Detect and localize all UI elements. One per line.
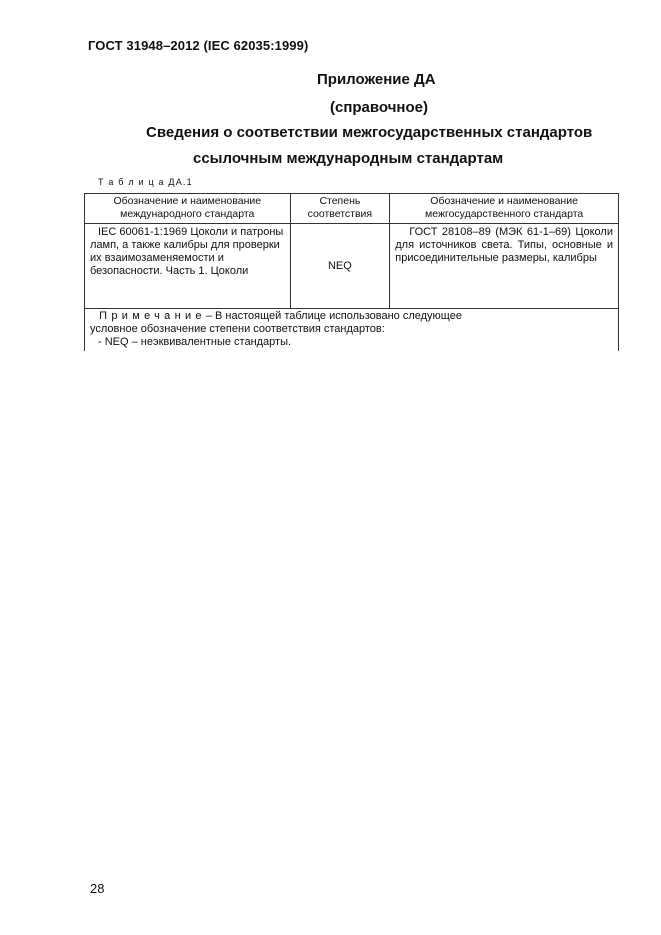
header-degree: Степень соответствия xyxy=(290,194,390,224)
cell-interstate-standard: ГОСТ 28108–89 (МЭК 61-1–69) Цоколи для источников света. Типы, основные и присоединительные размеры, калибры xyxy=(390,224,619,309)
cell-degree: NEQ xyxy=(290,224,390,309)
annex-type: (справочное) xyxy=(330,99,428,116)
header-interstate-standard: Обозначение и наименование межгосударственного стандарта xyxy=(390,194,619,224)
note-line-3: - NEQ – неэквивалентные стандарты. xyxy=(98,336,292,348)
note-label: Примечание xyxy=(99,310,206,322)
note-line-1 xyxy=(90,310,613,323)
table-caption: Т а б л и ц а ДА.1 xyxy=(98,177,193,187)
note-line-2: условное обозначение степени соответствия стандартов: xyxy=(90,323,385,335)
note-text-1: – В настоящей таблице использовано следующее xyxy=(205,310,462,322)
annex-heading-line-1: Сведения о соответствии межгосударственных стандартов xyxy=(146,124,593,141)
table-note-row xyxy=(85,309,619,352)
page-number: 28 xyxy=(90,881,105,896)
correspondence-table xyxy=(84,193,619,351)
table-header-row xyxy=(85,194,619,224)
annex-heading-line-2: ссылочным международным стандартам xyxy=(193,150,504,167)
table-note xyxy=(85,309,619,352)
document-header: ГОСТ 31948–2012 (IEC 62035:1999) xyxy=(88,38,309,53)
table-row xyxy=(85,224,619,309)
header-international-standard: Обозначение и наименование международного стандарта xyxy=(85,194,291,224)
cell-international-standard: IEC 60061-1:1969 Цоколи и патроны ламп, а также калибры для проверки их взаимозаменяемости и безопасности. Часть 1. Цоколи xyxy=(85,224,291,309)
annex-title: Приложение ДА xyxy=(317,71,436,88)
